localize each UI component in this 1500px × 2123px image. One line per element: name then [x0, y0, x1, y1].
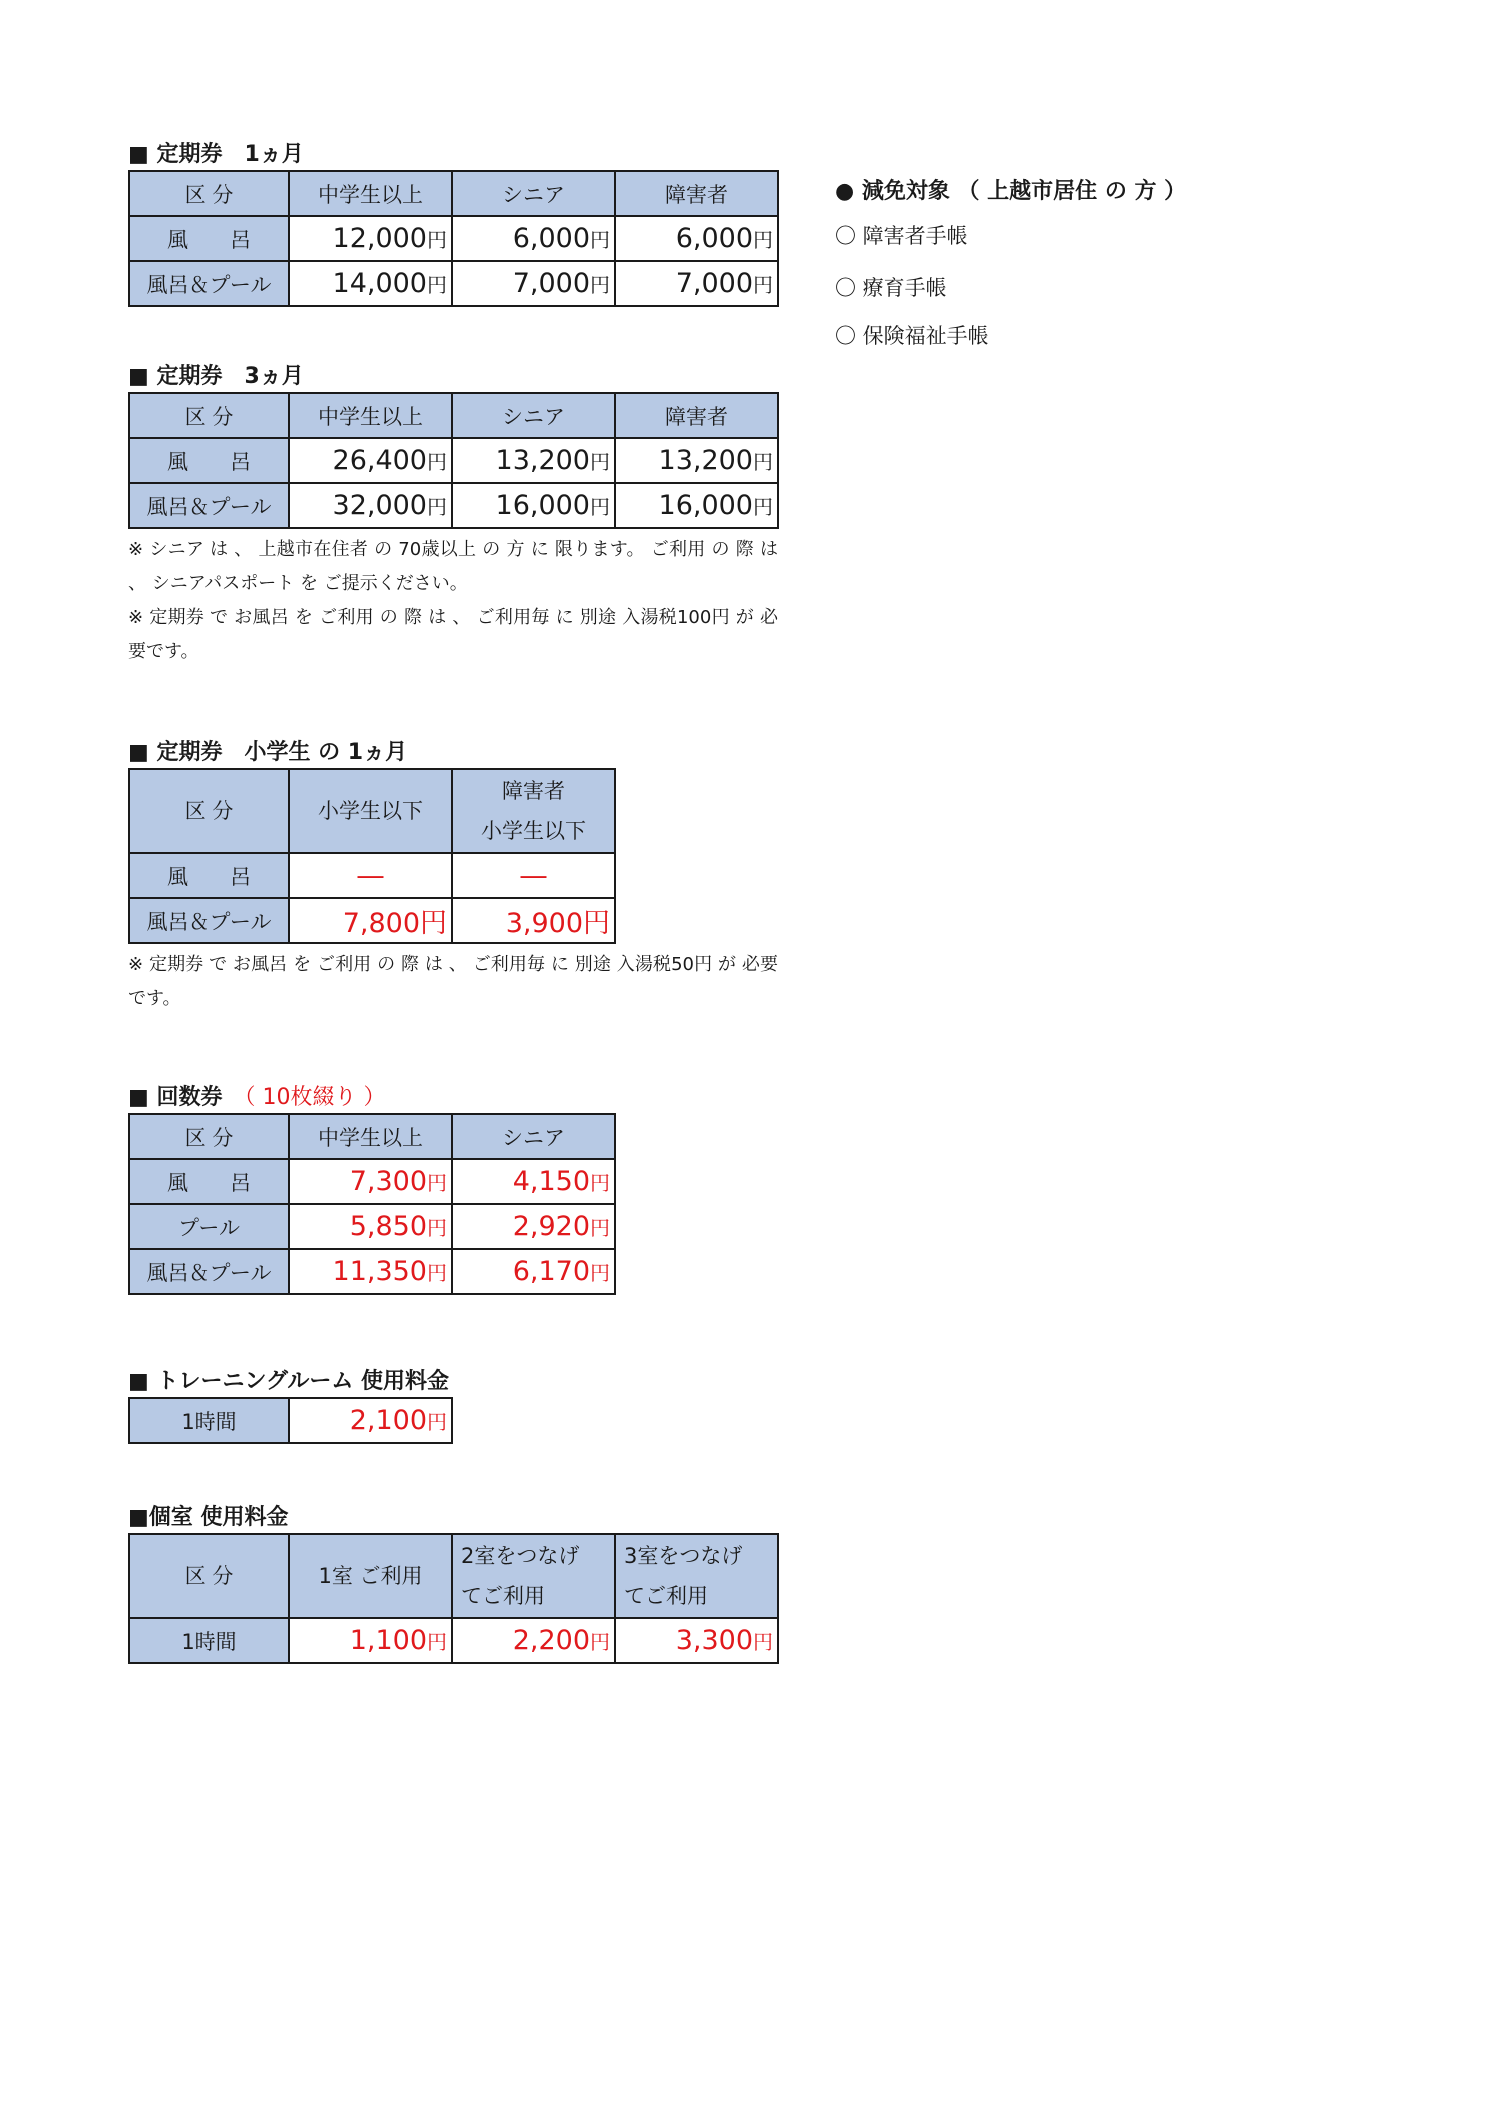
section-training-room [128, 1367, 453, 1444]
row-label: 1時間 [129, 1398, 289, 1443]
price-cell: ― [289, 853, 452, 898]
price-table [128, 170, 779, 307]
price-cell: 6,000円 [452, 216, 615, 261]
price-table [128, 1397, 453, 1444]
table-header-row [129, 1534, 778, 1618]
price-cell: 13,200円 [615, 438, 778, 483]
reduction-info [835, 175, 1335, 353]
price-cell: 11,350円 [289, 1249, 452, 1294]
row-label: 1時間 [129, 1618, 289, 1663]
header-cell: 中学生以上 [289, 171, 452, 216]
header-cell: シニア [452, 1114, 615, 1159]
section-3month-pass [128, 362, 779, 669]
footnote: ※ シニア は 、 上越市在住者 の 70歳以上 の 方 に 限ります。 ご利用 の 際 は 、 シニアパスポート を ご提示ください。 [128, 539, 778, 594]
header-cell: 中学生以上 [289, 1114, 452, 1159]
price-cell: 12,000円 [289, 216, 452, 261]
reduction-item: 〇 障害者手帳 [835, 224, 968, 248]
header-cell: シニア [452, 393, 615, 438]
price-cell: 1,100円 [289, 1618, 452, 1663]
price-table [128, 768, 616, 944]
price-cell: 13,200円 [452, 438, 615, 483]
row-label: 風 呂 [129, 438, 289, 483]
table-header-row [129, 393, 778, 438]
price-cell: 7,300円 [289, 1159, 452, 1204]
table-row [129, 261, 778, 306]
header-cell: 中学生以上 [289, 393, 452, 438]
table-row [129, 853, 615, 898]
section-title: ■個室 使用料金 [128, 1505, 289, 1530]
section-child-pass [128, 738, 778, 1016]
section-private-room [128, 1503, 779, 1664]
header-cell: 小学生以下 [289, 769, 452, 853]
price-cell: 14,000円 [289, 261, 452, 306]
price-cell: 6,000円 [615, 216, 778, 261]
header-cell: 障害者 [615, 393, 778, 438]
table-row [129, 1159, 615, 1204]
section-title: ■ 定期券 小学生 の 1ヵ月 [128, 740, 408, 765]
table-row [129, 898, 615, 943]
price-cell: 5,850円 [289, 1204, 452, 1249]
row-label: 風呂＆プール [129, 483, 289, 528]
header-cell: 区 分 [129, 769, 289, 853]
reduction-item: 〇 療育手帳 [835, 276, 947, 300]
reduction-item: 〇 保険福祉手帳 [835, 324, 989, 348]
row-label: 風 呂 [129, 853, 289, 898]
section-coupon-ticket [128, 1083, 616, 1295]
header-cell: 区 分 [129, 171, 289, 216]
price-table [128, 1533, 779, 1664]
table-header-row [129, 769, 615, 853]
price-cell: 2,920円 [452, 1204, 615, 1249]
footnote: ※ 定期券 で お風呂 を ご利用 の 際 は 、 ご利用毎 に 別途 入湯税100円 が 必要です。 [128, 607, 778, 662]
price-cell: 32,000円 [289, 483, 452, 528]
table-row [129, 1618, 778, 1663]
header-cell: 区 分 [129, 1534, 289, 1618]
table-row [129, 1398, 452, 1443]
table-row [129, 1249, 615, 1294]
price-cell: 16,000円 [452, 483, 615, 528]
price-cell: 16,000円 [615, 483, 778, 528]
row-label: 風呂＆プール [129, 1249, 289, 1294]
row-label: 風呂＆プール [129, 898, 289, 943]
header-cell: 障害者 小学生以下 [452, 769, 615, 853]
price-cell: 7,800円 [289, 898, 452, 943]
header-cell: 2室をつなげ てご利用 [452, 1534, 615, 1618]
price-cell: 26,400円 [289, 438, 452, 483]
section-title: ■ 定期券 1ヵ月 [128, 142, 304, 167]
price-cell: 3,300円 [615, 1618, 778, 1663]
price-cell: ― [452, 853, 615, 898]
section-monthly-pass [128, 140, 779, 307]
price-table [128, 392, 779, 529]
price-cell: 2,200円 [452, 1618, 615, 1663]
price-cell: 7,000円 [615, 261, 778, 306]
section-title: ■ 回数券 （ 10枚綴り ） [128, 1085, 386, 1110]
table-header-row [129, 171, 778, 216]
section-title: ■ 定期券 3ヵ月 [128, 364, 304, 389]
price-cell: 2,100円 [289, 1398, 452, 1443]
header-cell: 1室 ご利用 [289, 1534, 452, 1618]
table-header-row [129, 1114, 615, 1159]
table-row [129, 438, 778, 483]
header-cell: 区 分 [129, 393, 289, 438]
row-label: 風 呂 [129, 216, 289, 261]
header-cell: 3室をつなげ てご利用 [615, 1534, 778, 1618]
section-title: ■ トレーニングルーム 使用料金 [128, 1369, 450, 1394]
row-label: 風呂＆プール [129, 261, 289, 306]
row-label: プール [129, 1204, 289, 1249]
price-cell: 7,000円 [452, 261, 615, 306]
price-cell: 6,170円 [452, 1249, 615, 1294]
table-row [129, 216, 778, 261]
price-table [128, 1113, 616, 1295]
price-cell: 3,900円 [452, 898, 615, 943]
price-cell: 4,150円 [452, 1159, 615, 1204]
reduction-title: ● 減免対象 （ 上越市居住 の 方 ） [835, 179, 1187, 204]
footnote: ※ 定期券 で お風呂 を ご利用 の 際 は 、 ご利用毎 に 別途 入湯税50円 が 必要です。 [128, 954, 778, 1009]
header-cell: シニア [452, 171, 615, 216]
header-cell: 区 分 [129, 1114, 289, 1159]
header-cell: 障害者 [615, 171, 778, 216]
table-row [129, 483, 778, 528]
row-label: 風 呂 [129, 1159, 289, 1204]
table-row [129, 1204, 615, 1249]
